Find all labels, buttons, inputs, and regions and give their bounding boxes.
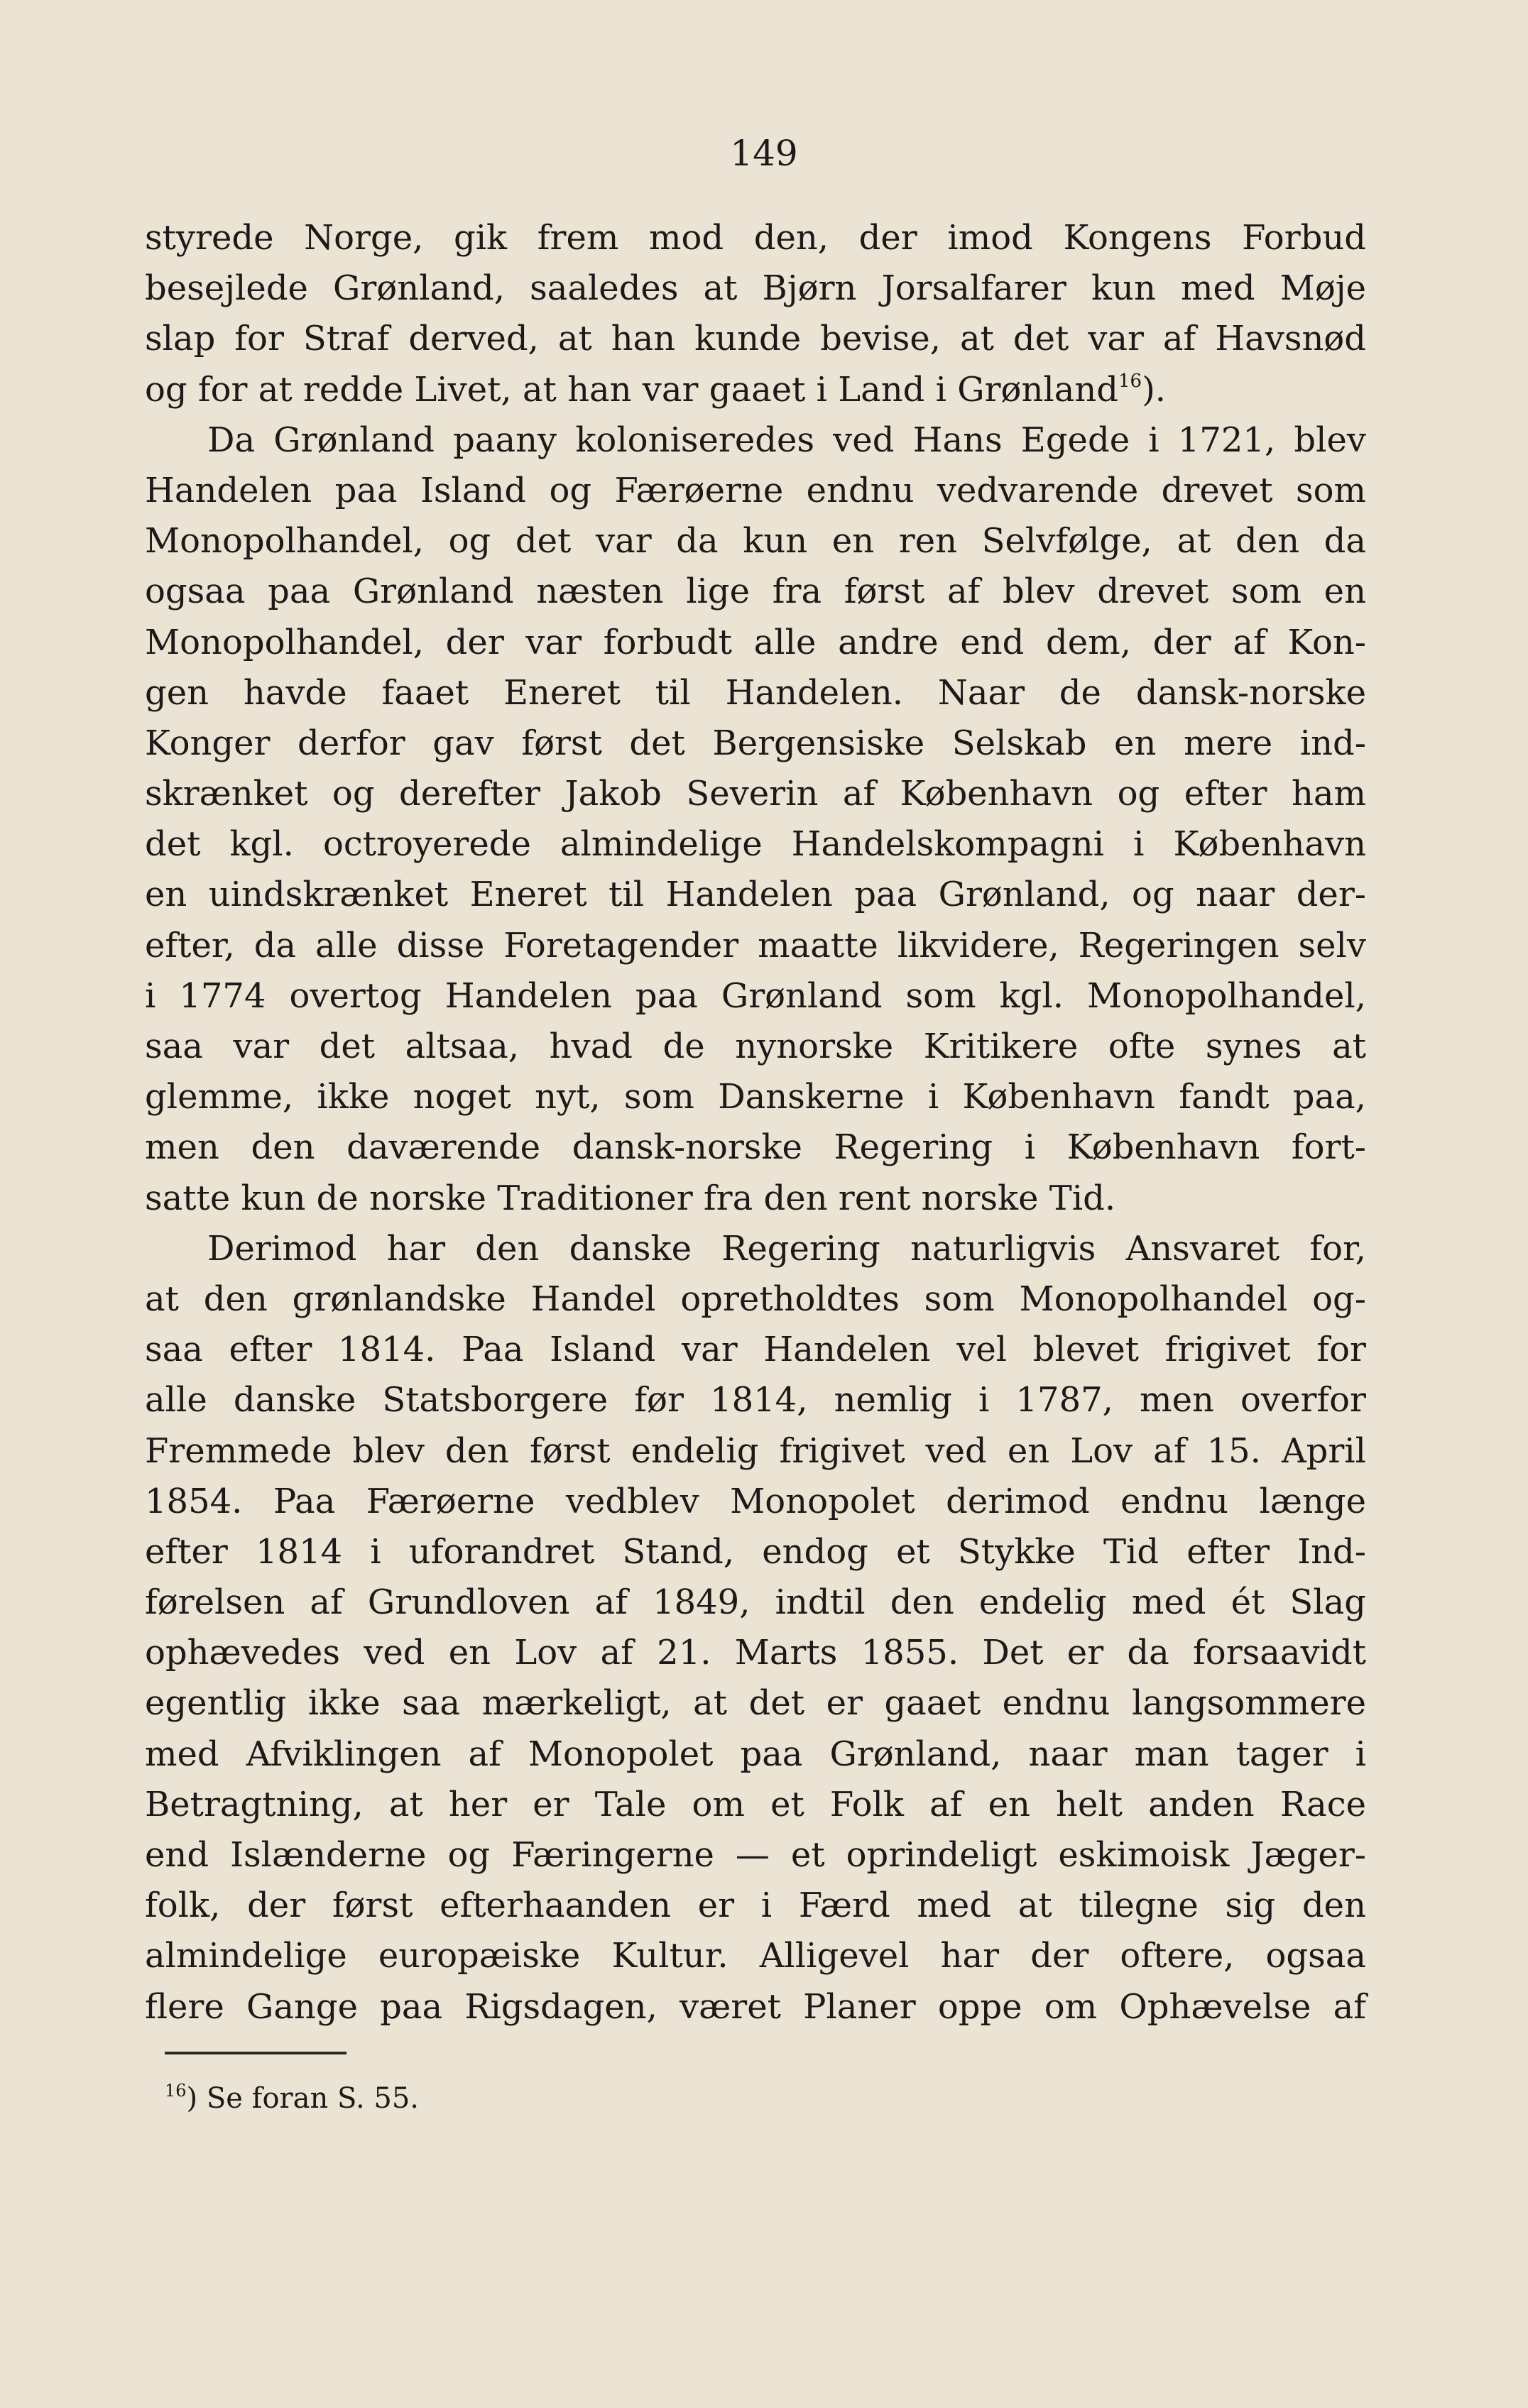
text-line: det kgl. octroyerede almindelige Handelskompagni i København <box>145 824 1366 865</box>
text-line: ophævedes ved en Lov af 21. Marts 1855. Det er da forsaavidt <box>145 1633 1366 1673</box>
text-line: skrænket og derefter Jakob Severin af København og efter ham <box>145 774 1366 814</box>
text-line: flere Gange paa Rigsdagen, været Planer oppe om Ophævelse af <box>145 1986 1366 2027</box>
footnote-marker: 16 <box>165 2081 187 2101</box>
text-line: ogsaa paa Grønland næsten lige fra først af blev drevet som en <box>145 571 1366 612</box>
text-line: 1854. Paa Færøerne vedblev Monopolet derimod endnu længe <box>145 1481 1366 1521</box>
text-line: i 1774 overtog Handelen paa Grønland som kgl. Monopolhandel, <box>145 975 1366 1016</box>
text-line: Monopolhandel, og det var da kun en ren Selvfølge, at den da <box>145 521 1366 562</box>
text-line: at den grønlandske Handel opretholdtes som Monopolhandel og- <box>145 1279 1366 1319</box>
page-number: 149 <box>730 133 798 174</box>
text-line: egentlig ikke saa mærkeligt, at det er gaaet endnu langsommere <box>145 1683 1366 1724</box>
text-line: Konger derfor gav først det Bergensiske Selskab en mere ind- <box>145 723 1366 763</box>
text-line <box>145 365 1366 415</box>
footnote-text: ) Se foran S. 55. <box>186 2082 420 2115</box>
text-line: med Afviklingen af Monopolet paa Grønland, naar man tager i <box>145 1734 1366 1774</box>
body-text <box>145 213 1366 2032</box>
text-line: Monopolhandel, der var forbudt alle andre end dem, der af Kon- <box>145 622 1366 662</box>
footnote-divider <box>165 2052 346 2054</box>
text-line: folk, der først efterhaanden er i Færd med at tilegne sig den <box>145 1886 1366 1926</box>
text-line-tail: ). <box>1142 369 1167 410</box>
footnote <box>165 2080 419 2117</box>
text-line: Da Grønland paany koloniseredes ved Hans Egede i 1721, blev <box>207 420 1366 460</box>
text-line: men den daværende dansk-norske Regering i København fort- <box>145 1127 1366 1168</box>
text-line: glemme, ikke noget nyt, som Danskerne i København fandt paa, <box>145 1077 1366 1117</box>
text-line: styrede Norge, gik frem mod den, der imod Kongens Forbud <box>145 218 1366 258</box>
footnote-reference: 16 <box>1118 370 1142 392</box>
text-line: Fremmede blev den først endelig frigivet ved en Lov af 15. April <box>145 1430 1366 1471</box>
text-line: førelsen af Grundloven af 1849, indtil den endelig med ét Slag <box>145 1582 1366 1623</box>
text-line: besejlede Grønland, saaledes at Bjørn Jorsalfarer kun med Møje <box>145 268 1366 309</box>
text-line: Handelen paa Island og Færøerne endnu vedvarende drevet som <box>145 470 1366 510</box>
text-line: gen havde faaet Eneret til Handelen. Naar de dansk-norske <box>145 672 1366 713</box>
text-line-content: og for at redde Livet, at han var gaaet i Land i Grønland <box>145 369 1118 410</box>
text-line: Derimod har den danske Regering naturligvis Ansvaret for, <box>207 1228 1366 1269</box>
text-line: saa efter 1814. Paa Island var Handelen vel blevet frigivet for <box>145 1330 1366 1370</box>
text-line: almindelige europæiske Kultur. Alligevel har der oftere, ogsaa <box>145 1936 1366 1976</box>
text-line: efter 1814 i uforandret Stand, endog et Stykke Tid efter Ind- <box>145 1531 1366 1572</box>
text-line: en uindskrænket Eneret til Handelen paa Grønland, og naar der- <box>145 875 1366 915</box>
text-line: alle danske Statsborgere før 1814, nemlig i 1787, men overfor <box>145 1380 1366 1421</box>
text-line: saa var det altsaa, hvad de nynorske Kritikere ofte synes at <box>145 1027 1366 1066</box>
text-line: efter, da alle disse Foretagender maatte likvidere, Regeringen selv <box>145 925 1366 965</box>
text-line: Betragtning, at her er Tale om et Folk af en helt anden Race <box>145 1784 1366 1824</box>
text-line: end Islænderne og Færingerne — et oprindeligt eskimoisk Jæger- <box>145 1835 1366 1875</box>
text-line: slap for Straf derved, at han kunde bevise, at det var af Havsnød <box>145 319 1366 359</box>
text-line: satte kun de norske Traditioner fra den rent norske Tid. <box>145 1178 1116 1218</box>
